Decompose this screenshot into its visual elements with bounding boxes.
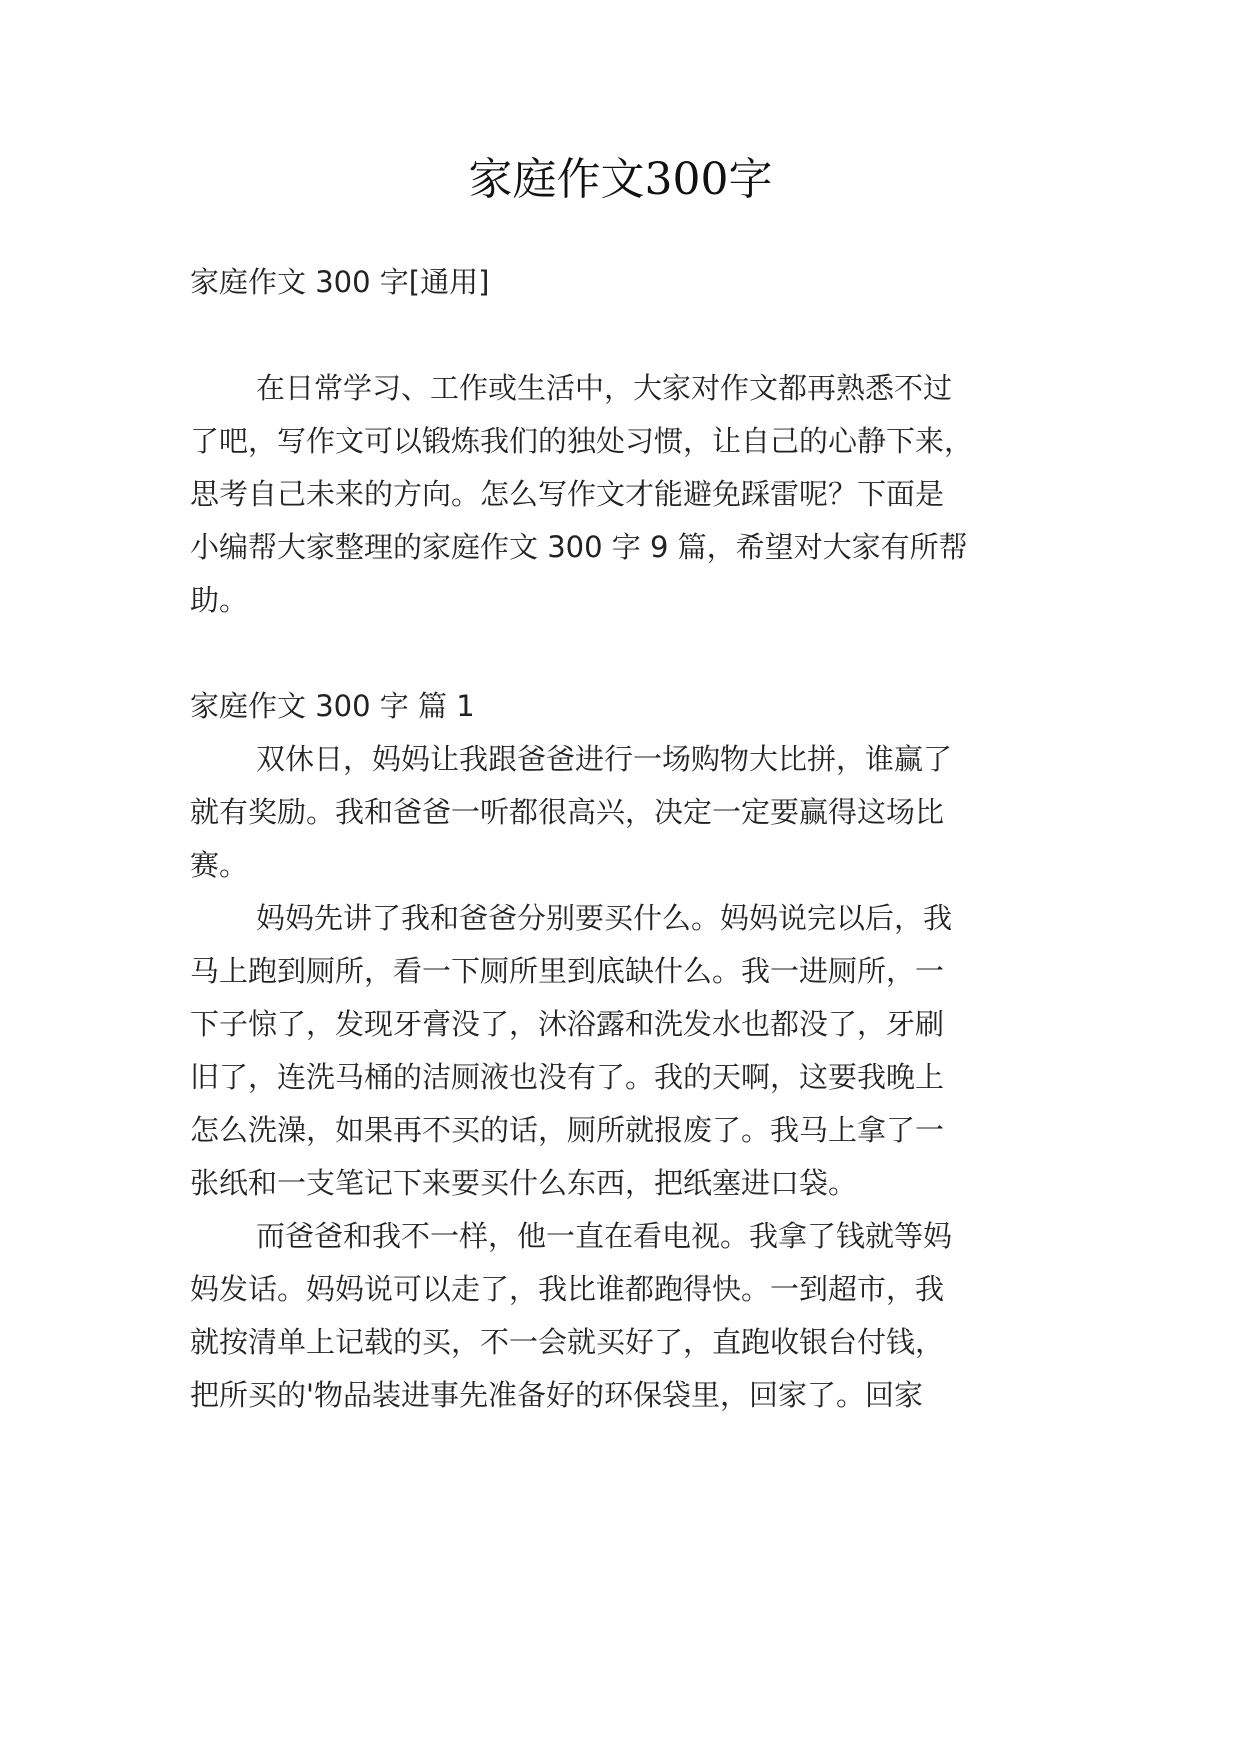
paragraph-line: 双休日，妈妈让我跟爸爸进行一场购物大比拼，谁赢了 <box>256 742 953 776</box>
intro-line: 小编帮大家整理的家庭作文 300 字 9 篇，希望对大家有所帮 <box>190 530 968 564</box>
paragraph-line: 就按清单上记载的买，不一会就买好了，直跑收银台付钱， <box>190 1325 945 1359</box>
paragraph-line: 就有奖励。我和爸爸一听都很高兴，决定一定要赢得这场比 <box>190 795 945 829</box>
paragraph-line: 张纸和一支笔记下来要买什么东西，把纸塞进口袋。 <box>190 1166 858 1200</box>
intro-line: 思考自己未来的方向。怎么写作文才能避免踩雷呢？下面是 <box>190 477 945 511</box>
paragraph-line: 赛。 <box>190 848 249 882</box>
intro-line: 在日常学习、工作或生活中，大家对作文都再熟悉不过 <box>256 371 953 405</box>
paragraph-line: 妈妈先讲了我和爸爸分别要买什么。妈妈说完以后，我 <box>256 901 953 935</box>
intro-line: 了吧，写作文可以锻炼我们的独处习惯，让自己的心静下来， <box>190 424 974 458</box>
document-subtitle: 家庭作文 300 字[通用] <box>190 265 490 299</box>
paragraph-line: 怎么洗澡，如果再不买的话，厕所就报废了。我马上拿了一 <box>190 1113 945 1147</box>
paragraph-line: 马上跑到厕所，看一下厕所里到底缺什么。我一进厕所，一 <box>190 954 945 988</box>
section-heading: 家庭作文 300 字 篇 1 <box>190 689 475 723</box>
paragraph-line: 下子惊了，发现牙膏没了，沐浴露和洗发水也都没了，牙刷 <box>190 1007 945 1041</box>
document-title: 家庭作文300字 <box>468 154 773 205</box>
intro-line: 助。 <box>190 583 249 617</box>
paragraph-line: 旧了，连洗马桶的洁厕液也没有了。我的天啊，这要我晚上 <box>190 1060 945 1094</box>
paragraph-line: 妈发话。妈妈说可以走了，我比谁都跑得快。一到超市，我 <box>190 1272 945 1306</box>
paragraph-line: 把所买的'物品装进事先准备好的环保袋里，回家了。回家 <box>190 1378 923 1412</box>
paragraph-line: 而爸爸和我不一样，他一直在看电视。我拿了钱就等妈 <box>256 1219 953 1253</box>
